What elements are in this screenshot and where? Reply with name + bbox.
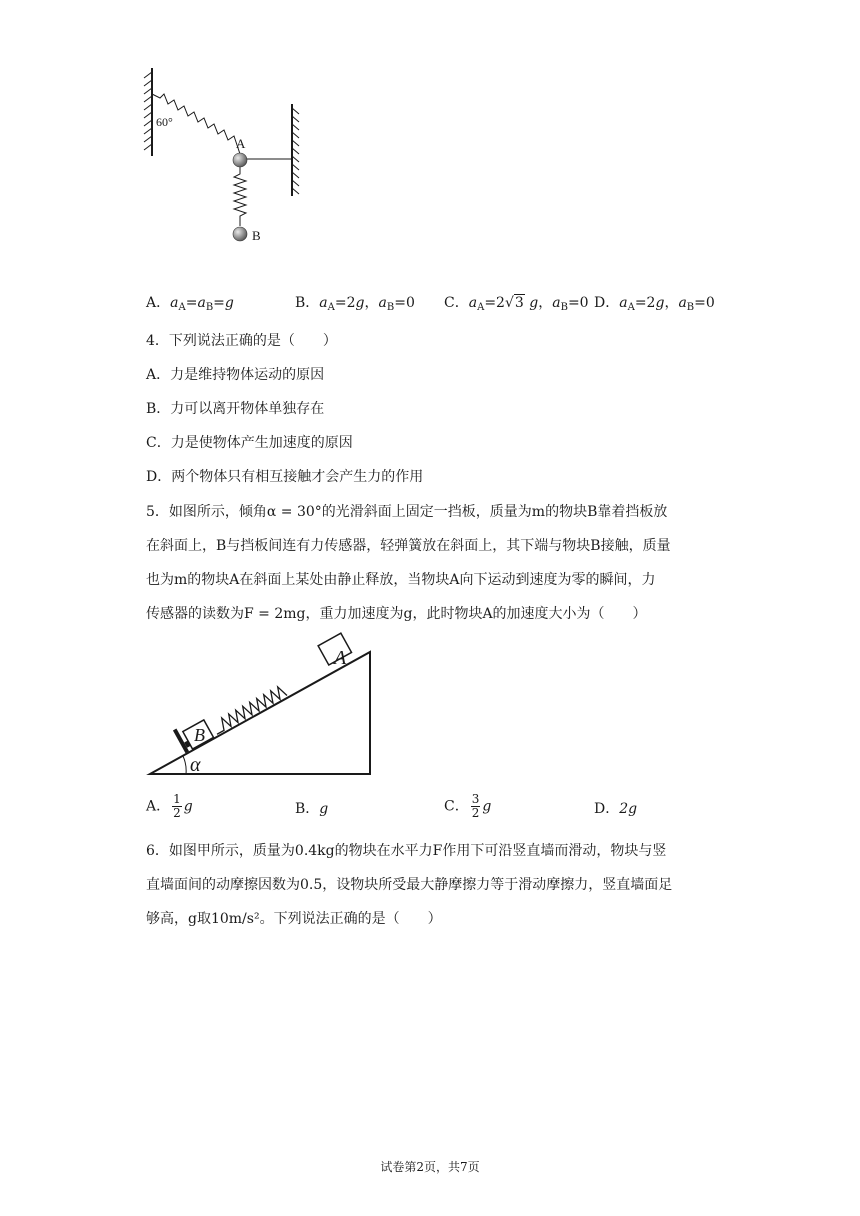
q4-option-a: A．力是维持物体运动的原因 bbox=[146, 367, 325, 383]
page-footer: 试卷第2页，共7页 bbox=[380, 1160, 480, 1174]
q5-option-d: D．2g bbox=[594, 801, 638, 817]
q6-line-3: 够高，g取10m/s²。下列说法正确的是（ ） bbox=[146, 911, 442, 927]
block-a-label: A bbox=[334, 647, 347, 669]
q4-stem: 4．下列说法正确的是（ ） bbox=[146, 333, 337, 349]
ball-a-label: A bbox=[236, 136, 246, 151]
angle-label: 60° bbox=[156, 115, 173, 129]
q6-line-1: 6．如图甲所示，质量为0.4kg的物块在水平力F作用下可沿竖直墙而滑动，物块与竖 bbox=[146, 843, 667, 859]
q5-option-b: B．g bbox=[295, 801, 329, 817]
q3-option-c: C．$a_A=2√3$ g，$a_B=0$ bbox=[444, 295, 589, 313]
q4-option-b: B．力可以离开物体单独存在 bbox=[146, 401, 325, 417]
q4-option-c: C．力是使物体产生加速度的原因 bbox=[146, 435, 353, 451]
q5-option-c: C． $\frac{3}{2}$ g bbox=[444, 792, 492, 820]
angle-alpha-label: α bbox=[190, 754, 201, 776]
q5-line-2: 在斜面上，B与挡板间连有力传感器，轻弹簧放在斜面上，其下端与物块B接触，质量 bbox=[146, 538, 671, 554]
q5-line-4: 传感器的读数为F = 2mg，重力加速度为g，此时物块A的加速度大小为（ ） bbox=[146, 606, 647, 622]
ball-b-label: B bbox=[252, 228, 261, 243]
ball-b bbox=[233, 227, 247, 241]
q4-option-d: D．两个物体只有相互接触才会产生力的作用 bbox=[146, 469, 424, 485]
spring-ball-figure bbox=[140, 64, 300, 254]
q5-line-3: 也为m的物块A在斜面上某处由静止释放，当物块A向下运动到速度为零的瞬间，力 bbox=[146, 572, 656, 588]
incline-figure bbox=[146, 632, 378, 780]
q6-line-2: 直墙面间的动摩擦因数为0.5，设物块所受最大静摩擦力等于滑动摩擦力，竖直墙面足 bbox=[146, 877, 673, 893]
q3-option-b: B．$a_A=2g$，$a_B=0$ bbox=[295, 295, 415, 313]
spring bbox=[211, 685, 287, 734]
block-b-label: B bbox=[194, 725, 205, 745]
q3-option-a: A．$a_A=a_B=g$ bbox=[146, 295, 234, 313]
q5-option-a: A． $\frac{1}{2}$ g bbox=[146, 792, 193, 820]
q3-option-d: D．$a_A=2g$，$a_B=0$ bbox=[594, 295, 715, 313]
q5-line-1: 5．如图所示，倾角α = 30°的光滑斜面上固定一挡板，质量为m的物块B靠着挡板放 bbox=[146, 504, 668, 520]
ball-a bbox=[233, 153, 247, 167]
